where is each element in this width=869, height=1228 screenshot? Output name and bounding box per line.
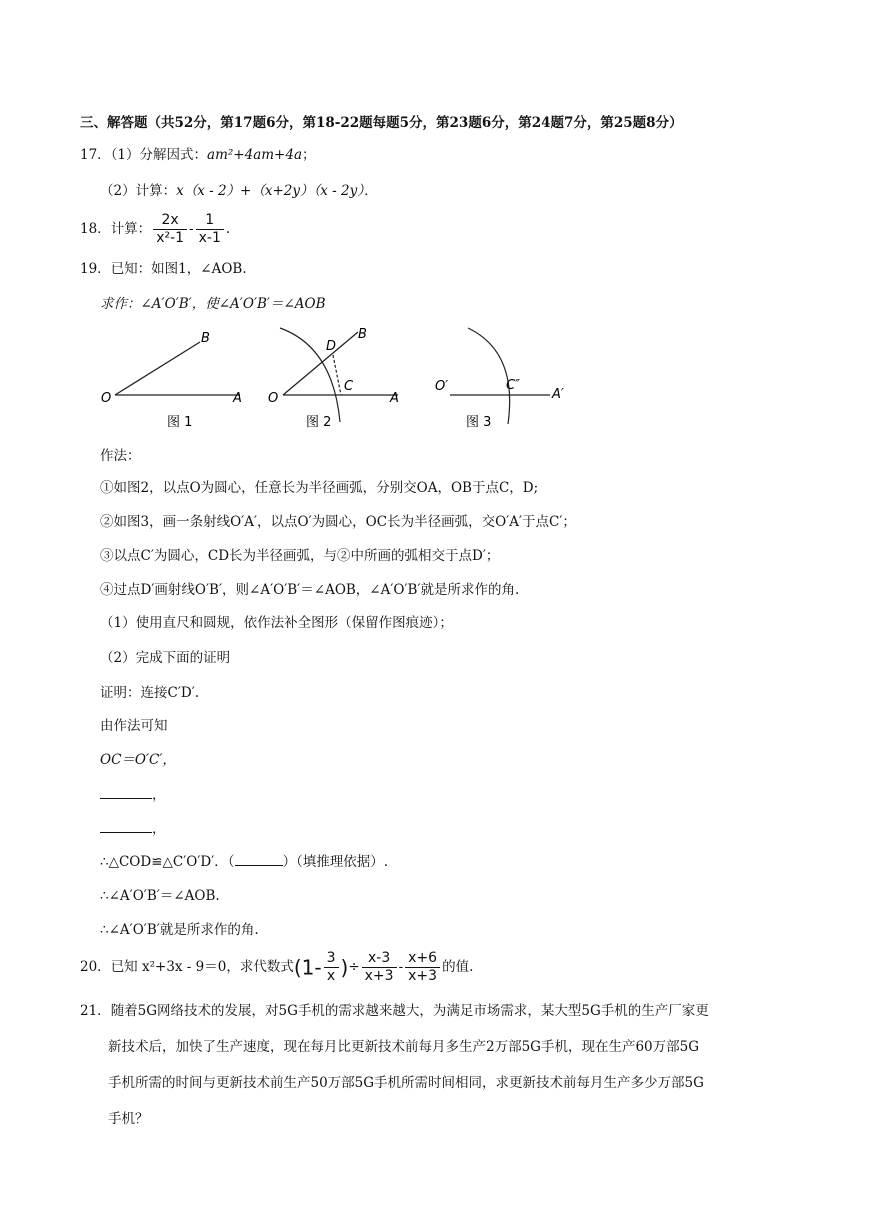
q19-step-4: ④过点D′画射线O′B′，则∠A′O′B′＝∠AOB，∠A′O′B′就是所求作的角. — [100, 582, 520, 598]
fig2-label-a: A — [390, 391, 399, 406]
q20-divide: ÷ — [348, 959, 360, 975]
q18-frac1-numerator: 2x — [161, 212, 179, 228]
q18-fraction-2 — [196, 212, 224, 247]
q17-part1 — [80, 145, 316, 165]
q17-number: 17． — [80, 147, 111, 163]
q17-part2-expression: x（x - 2）+（x+2y）（x - 2y）． — [176, 183, 378, 199]
q18-frac2-numerator: 1 — [205, 212, 215, 228]
q19-step-2: ②如图3，画一条射线O′A′，以点O′为圆心，OC长为半径画弧，交O′A′于点C′； — [100, 514, 576, 530]
q19-step-1: ①如图2，以点O为圆心，任意长为半径画弧，分别交OA，OB于点C，D; — [100, 480, 539, 496]
fig2-caption: 图 2 — [306, 415, 332, 430]
fig1-caption: 图 1 — [167, 415, 193, 430]
q19-sub-question-1: （1）使用直尺和圆规，依作法补全图形（保留作图痕迹）； — [100, 615, 453, 631]
q21-line-2: 新技术后，加快了生产速度，现在每月比更新技术前每月多生产2万部5G手机，现在生产60万部5G — [108, 1039, 700, 1055]
q21-line-4: 手机？ — [108, 1111, 149, 1127]
q17-part1-prefix: （1）分解因式： — [110, 147, 208, 163]
q21-line-1-text: 随着5G网络技术的发展，对5G手机的需求越来越大，为满足市场需求，某大型5G手机的生产厂家更 — [110, 1003, 709, 1019]
q19-proof-connect: 证明：连接C′D′. — [100, 685, 200, 701]
q17-part1-end: ； — [302, 147, 316, 163]
q20-fraction-2 — [362, 950, 397, 985]
q21-line-1 — [80, 1001, 709, 1021]
q19-proof-blank-line-1 — [100, 784, 166, 805]
q20-f2-denominator: x+3 — [364, 968, 394, 984]
fig3-label-o: O′ — [435, 379, 449, 394]
q18-minus: - — [189, 221, 194, 237]
q20-number: 20． — [80, 959, 111, 975]
q20-line — [80, 947, 473, 988]
q19-proof-eq1: OC＝O′C′， — [100, 752, 176, 768]
q19-given — [80, 259, 247, 279]
q20-minus: - — [398, 959, 404, 975]
q19-sub-question-2: （2）完成下面的证明 — [100, 650, 231, 666]
proof-blank-1-sep: ， — [152, 787, 166, 803]
q19-proof-angle: ∴∠A′O′B′＝∠AOB. — [100, 888, 220, 904]
q20-paren-close: ) — [340, 955, 349, 980]
q20-f3-denominator: x+3 — [408, 968, 438, 984]
q18-end: . — [225, 221, 231, 237]
q19-proof-congruent-post: ）（填推理依据）. — [282, 854, 389, 870]
fig1-ray-ob — [115, 342, 200, 395]
fig2-label-c: C — [344, 379, 354, 394]
proof-blank-2[interactable] — [100, 818, 152, 833]
fig2-label-o: O — [268, 391, 279, 406]
q19-number: 19． — [80, 261, 111, 277]
q18-frac2-denominator: x-1 — [198, 230, 221, 246]
q20-f2-numerator: x-3 — [367, 950, 391, 966]
q20-prefix: 已知 x²+3x - 9＝0，求代数式 — [110, 959, 294, 975]
q21-number: 21． — [80, 1003, 111, 1019]
figure-1 — [95, 322, 255, 432]
fig1-label-b: B — [201, 331, 210, 346]
q19-given-text: 已知：如图1，∠AOB. — [110, 261, 247, 277]
q17-part1-expression: am²+4am+4a — [207, 147, 302, 163]
q19-proof-congruent-pre: ∴△COD≌△C′O′D′．（ — [100, 854, 235, 870]
fig1-label-o: O — [101, 391, 112, 406]
proof-blank-1[interactable] — [100, 784, 152, 799]
q18-prefix: 计算： — [110, 221, 152, 237]
q20-fraction-3 — [405, 950, 440, 985]
proof-blank-2-sep: ， — [152, 821, 166, 837]
q19-ask: 求作：∠A′O′B′，使∠A′O′B′＝∠AOB — [100, 296, 326, 312]
q18-line — [80, 209, 230, 249]
q20-end: 的值. — [442, 959, 474, 975]
proof-reason-blank[interactable] — [235, 851, 283, 866]
q19-proof-known: 由作法可知 — [100, 718, 168, 734]
q19-proof-congruent — [100, 851, 388, 872]
fig2-label-d: D — [326, 339, 337, 354]
q17-part2 — [100, 181, 377, 201]
q19-proof-conclusion: ∴∠A′O′B′就是所求作的角. — [100, 922, 259, 938]
fig3-arc — [468, 328, 510, 424]
q20-fraction-1 — [324, 950, 339, 985]
q18-frac1-denominator: x²-1 — [156, 230, 185, 246]
figure-3 — [430, 322, 590, 432]
q20-f1-numerator: 3 — [326, 950, 336, 966]
figure-2 — [258, 322, 418, 432]
q19-method-title: 作法： — [100, 448, 141, 464]
q21-line-3: 手机所需的时间与更新技术前生产50万部5G手机所需时间相同，求更新技术前每月生产多少万部5G — [108, 1075, 704, 1091]
q19-step-3: ③以点C′为圆心，CD长为半径画弧，与②中所画的弧相交于点D′； — [100, 548, 500, 564]
q17-part2-prefix: （2）计算： — [100, 183, 177, 199]
section-header: 三、解答题（共52分，第17题6分，第18-22题每题5分，第23题6分，第24题7分，第25题8分） — [80, 115, 683, 131]
q20-paren-open: (1- — [293, 955, 322, 980]
q20-f1-denominator: x — [326, 968, 336, 984]
fig1-label-a: A — [233, 391, 242, 406]
fig3-label-c: C″ — [506, 378, 520, 393]
q19-proof-blank-line-2 — [100, 818, 166, 839]
q18-number: 18． — [80, 221, 111, 237]
fig2-label-b: B — [358, 327, 367, 342]
q18-fraction-1 — [153, 212, 187, 247]
fig3-label-a: A′ — [552, 387, 564, 402]
q20-f3-numerator: x+6 — [408, 950, 438, 966]
fig3-caption: 图 3 — [466, 415, 492, 430]
